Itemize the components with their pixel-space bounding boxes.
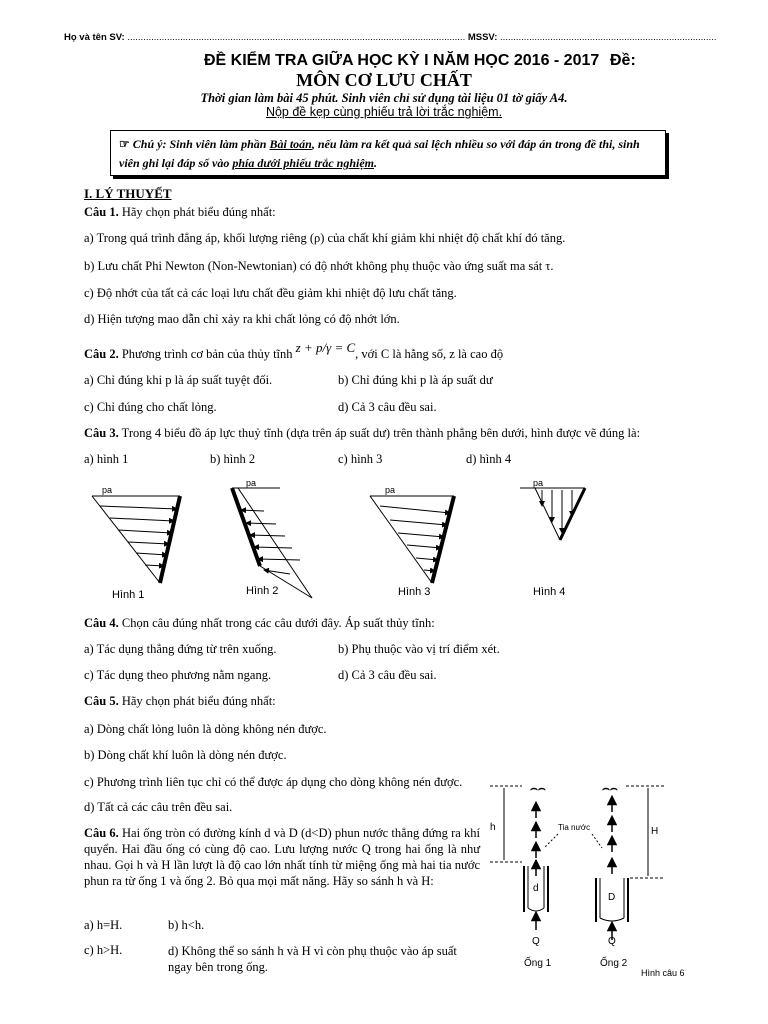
question-label: Câu 4.	[84, 616, 119, 630]
h-label: h	[490, 822, 496, 833]
pa-label: pa	[102, 485, 113, 495]
svg-text:⌢⌢: ⌢⌢	[602, 781, 618, 795]
exam-title: ĐỀ KIỂM TRA GIỮA HỌC KỲ I NĂM HỌC 2016 - 2017	[204, 52, 600, 69]
figure-3-label: Hình 3	[398, 586, 431, 598]
pipe-1-jet	[530, 781, 546, 876]
q2-label: Q	[608, 936, 616, 947]
figure-6-caption: Hình câu 6	[641, 968, 685, 978]
pa-label: pa	[385, 485, 396, 495]
question-1	[84, 205, 276, 220]
q6-option-d: d) Không thể so sánh h và H vì còn phụ thuộc vào áp suất ngay bên trong ống.	[168, 944, 457, 974]
q3-option-c: c) hình 3	[338, 452, 383, 466]
figure-4-diagram	[520, 478, 585, 540]
q1-label: Q	[532, 936, 540, 947]
D-label: D	[608, 892, 616, 903]
question-text: Hai ống tròn có đường kính d và D (d<D) phun nước thẳng đứng ra khí quyển. Hai đầu ống có cùng độ cao. Lưu lượng nước Q trong hai ống là như nhau. Gọi h và H lần lượt là độ cao lớn nhất tính từ miệng ống mà hai tia nước phun ra từ ống 1 và ống 2. Bỏ qua mọi mất năng. Hãy so sánh h và H:	[84, 826, 480, 888]
q2-option-d: d) Cả 3 câu đều sai.	[338, 400, 437, 414]
nozzle-diagram	[486, 778, 706, 988]
note-underline-2: phía dưới phiếu trắc nghiệm	[232, 156, 374, 170]
pa-label: pa	[246, 478, 257, 488]
question-label: Câu 3.	[84, 426, 119, 440]
q1-option-d: d) Hiện tượng mao dẫn chỉ xảy ra khi chất lỏng có độ nhớt lớn.	[84, 312, 400, 326]
figure-3-diagram	[370, 485, 454, 583]
q4-option-b: b) Phụ thuộc vào vị trí điểm xét.	[338, 642, 500, 656]
q4-option-d: d) Cả 3 câu đều sai.	[338, 668, 437, 682]
hydrostatic-formula: z + p/γ = C	[295, 340, 356, 355]
question-label: Câu 6.	[84, 826, 119, 840]
question-3	[84, 426, 640, 441]
name-dots: ................................................................................................................................	[127, 32, 466, 43]
q1-option-a: a) Trong quá trình đẳng áp, khối lượng riêng (ρ) của chất khí giảm khi nhiệt độ chất khí đó tăng.	[84, 231, 566, 245]
q4-option-a: a) Tác dụng thẳng đứng từ trên xuống.	[84, 642, 277, 656]
note-mid: , nếu làm ra kết quả sai lệch nhiều so với đáp án trong đề thi, sinh viên ghi lại đáp số vào	[119, 137, 640, 170]
q6-option-b: b) h<h.	[168, 918, 205, 932]
name-label: Họ và tên SV:	[64, 32, 125, 43]
question-label: Câu 1.	[84, 205, 119, 219]
pipe-2-jet	[602, 781, 618, 874]
exam-subtitle: Thời gian làm bài 45 phút. Sinh viên chỉ sử dụng tài liệu 01 tờ giấy A4.	[200, 91, 568, 105]
note-box	[110, 130, 666, 176]
section-heading: I. LÝ THUYẾT	[84, 186, 172, 201]
pipe-2	[596, 878, 628, 969]
pipe-1-label: Ống 1	[524, 958, 552, 969]
q3-option-d: d) hình 4	[466, 452, 512, 466]
subject-title: MÔN CƠ LƯU CHẤT	[296, 70, 472, 90]
id-label: MSSV:	[467, 32, 498, 43]
pa-label: pa	[533, 478, 544, 488]
question-label: Câu 2.	[84, 347, 119, 361]
question-text: Hãy chọn phát biểu đúng nhất:	[118, 694, 276, 708]
figure-1-diagram	[92, 485, 180, 583]
q1-option-c: c) Độ nhớt của tất cả các loại lưu chất đều giảm khi nhiệt độ lưu chất tăng.	[84, 286, 457, 300]
question-text: Phương trình cơ bản của thủy tĩnh	[118, 347, 296, 361]
id-dots: ..................................................................................	[500, 32, 717, 43]
figure-2-diagram	[232, 478, 312, 598]
question-4	[84, 616, 435, 631]
pointing-hand-icon: ☞	[119, 137, 130, 151]
q5-option-b: b) Dòng chất khí luôn là dòng nén được.	[84, 748, 287, 762]
pipe-1	[524, 866, 552, 969]
q1-option-b: b) Lưu chất Phi Newton (Non-Newtonian) có độ nhớt không phụ thuộc vào ứng suất ma sát τ.	[84, 259, 554, 273]
exam-submit-note: Nộp đề kẹp cùng phiếu trả lời trắc nghiệm.	[265, 105, 503, 119]
q2-option-a: a) Chỉ đúng khi p là áp suất tuyệt đối.	[84, 373, 273, 387]
figure-1-label: Hình 1	[112, 589, 145, 601]
q5-option-a: a) Dòng chất lỏng luôn là dòng không nén được.	[84, 722, 327, 736]
question-6	[84, 825, 480, 889]
q3-option-a: a) hình 1	[84, 452, 129, 466]
q5-option-d: d) Tất cả các câu trên đều sai.	[84, 800, 233, 814]
q6-option-a: a) h=H.	[84, 918, 123, 932]
question-label: Câu 5.	[84, 694, 119, 708]
figure-2-label: Hình 2	[246, 585, 279, 597]
q5-option-c: c) Phương trình liên tục chỉ có thể được áp dụng cho dòng không nén được.	[84, 775, 463, 789]
note-underline-1: Bài toán	[269, 137, 312, 151]
q6-option-c: c) h>H.	[84, 943, 123, 957]
question-5	[84, 694, 276, 709]
svg-text:⌢⌢: ⌢⌢	[530, 781, 546, 795]
H-label: H	[651, 826, 659, 837]
question-text: Hãy chọn phát biểu đúng nhất:	[118, 205, 276, 219]
student-info-line	[64, 32, 717, 43]
d-label: d	[533, 883, 539, 894]
question-text: Chọn câu đúng nhất trong các câu dưới đây. Áp suất thủy tĩnh:	[118, 616, 435, 630]
figure-4-label: Hình 4	[533, 586, 566, 598]
pipe-2-label: Ống 2	[600, 958, 628, 969]
pressure-diagrams	[80, 478, 600, 608]
question-text: Trong 4 biểu đồ áp lực thuỷ tĩnh (dựa trên áp suất dư) trên thành phẳng bên dưới, hình được vẽ đúng là:	[118, 426, 641, 440]
exam-code-label: Đề:	[610, 52, 636, 69]
question-2	[84, 340, 504, 362]
note-lead: Chú ý: Sinh viên làm phần	[132, 137, 270, 151]
q2-option-b: b) Chỉ đúng khi p là áp suất dư	[338, 373, 493, 387]
q3-option-b: b) hình 2	[210, 452, 256, 466]
q4-option-c: c) Tác dụng theo phương nằm ngang.	[84, 668, 272, 682]
question-text-after: , với C là hằng số, z là cao độ	[355, 347, 504, 361]
jet-label: Tia nước	[558, 823, 591, 832]
note-end: .	[374, 156, 377, 170]
q2-option-c: c) Chỉ đúng cho chất lỏng.	[84, 400, 217, 414]
